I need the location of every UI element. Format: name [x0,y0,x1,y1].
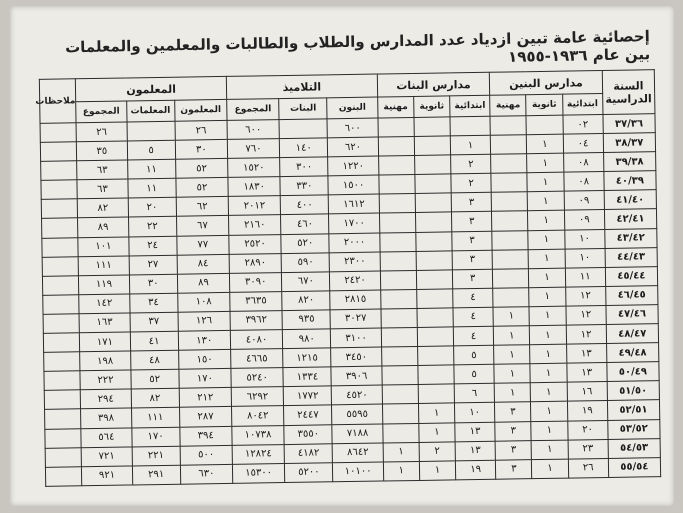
table-cell: ٥ [454,345,494,365]
table-cell: ١ [418,403,454,423]
table-cell: ١٤٠ [280,138,329,158]
table-cell: ١ [530,363,566,383]
table-cell: ١ [419,422,455,442]
table-cell: ٧٢١ [81,447,132,467]
table-cell: ٣٣٠ [280,176,329,196]
table-cell [492,230,528,250]
table-cell [44,371,81,391]
table-cell: ١ [527,153,563,173]
table-cell: ٩٢١ [82,466,133,486]
table-cell: ٢١٦٠ [228,215,281,235]
table-cell: ٢ [451,154,491,174]
table-cell: ٣٥٥٠ [284,424,333,444]
table-cell: ٣ [452,231,492,251]
table-cell: ٥٢ [176,178,229,198]
table-cell: ١٣ [566,344,606,364]
table-cell: ٤ [453,326,493,346]
table-cell: ٤١٨٢ [284,443,333,463]
table-cell [417,289,453,309]
subheader-students-boys: البنون [327,97,378,119]
table-cell [380,289,416,309]
year-cell: ٤٣/٤٢ [605,228,658,248]
subheader-teachers-total: المجموع [76,101,127,123]
table-cell: ٣١٠٠ [331,328,382,348]
table-cell: ١٢ [565,286,605,306]
table-cell: ٣٠ [129,274,178,294]
table-cell [414,136,450,156]
table-cell: ٢٠٠٠ [329,233,380,253]
table-cell: ٦٠٠ [327,118,378,138]
table-cell: ١ [527,134,563,154]
header-notes: ملاحظات [39,79,76,124]
table-cell: ٥٢٠٠ [285,462,334,482]
table-cell [382,404,418,424]
table-cell: ٢٢ [128,217,177,237]
table-cell: ١ [531,440,567,460]
table-cell [43,295,80,315]
table-cell: ٣٠٩٠ [229,272,282,292]
table-cell: ١٢٨٢٤ [232,444,285,464]
table-cell [414,155,450,175]
table-cell: ١١٩ [79,275,130,295]
table-cell [417,346,453,366]
table-cell [42,218,79,238]
table-cell: ١ [450,135,490,155]
year-cell: ٤١/٤٠ [604,190,657,210]
table-cell [43,314,80,334]
table-cell: ٢٢١ [132,446,181,466]
table-cell [44,352,81,372]
subheader-students-total: المجموع [227,99,280,121]
table-cell: ٢٨١٥ [330,290,381,310]
document-sheet [10,6,674,506]
year-cell: ٣٩/٣٨ [603,152,656,172]
table-cell: ٦٣ [77,179,128,199]
table-cell: ١ [531,402,567,422]
table-cell: ١ [529,287,565,307]
table-cell: ٦٧٠ [282,272,331,292]
table-cell: ١ [532,459,568,479]
table-cell [491,192,527,212]
table-cell: ٣ [495,440,531,460]
table-cell: ٧٦٠ [227,139,280,159]
table-cell [42,237,79,257]
year-cell: ٤٩/٤٨ [606,343,659,363]
table-cell [417,327,453,347]
table-cell: ٥٩٠ [281,252,330,272]
table-cell: ١٧٠٠ [329,214,380,234]
table-cell: ٦٧ [176,216,229,236]
table-cell: ١٠٧٣٨ [232,425,285,445]
table-cell: ٠٢ [563,115,603,135]
subheader-girls-primary: ابتدائية [450,95,491,117]
table-cell: ٨٤ [177,254,230,274]
table-cell: ١٥٠ [178,350,231,370]
table-cell [45,466,82,486]
table-cell: ٢٦ [175,120,228,140]
year-cell: ٥٤/٥٣ [608,438,661,458]
table-cell: ٨٢ [131,389,180,409]
table-cell: ٦٢ [176,197,229,217]
table-cell: ٣٦٣٥ [230,291,283,311]
subheader-girls-secondary: ثانوية [414,96,450,118]
table-cell: ١ [529,268,565,288]
subheader-male-teachers: المعلمون [174,99,227,121]
table-cell: ٢٨٧ [179,407,232,427]
table-cell: ٧٧ [177,235,230,255]
table-cell: ٦ [454,384,494,404]
table-cell: ٦٢٠ [328,137,379,157]
table-cell: ٣ [495,402,531,422]
table-cell [492,249,528,269]
table-cell [418,365,454,385]
table-cell: ٤٠٠ [280,195,329,215]
table-cell: ٥٦٤ [81,427,132,447]
table-cell [417,308,453,328]
table-cell [382,366,418,386]
year-cell: ٤٠/٣٩ [604,171,657,191]
table-cell: ١٢٢٠ [328,156,379,176]
table-cell: ١ [494,364,530,384]
table-cell: ١٢١٥ [283,348,332,368]
table-cell: ٤٠٨٠ [230,330,283,350]
table-cell: ٤١ [130,331,179,351]
table-cell [44,390,81,410]
table-cell: ٤٨ [130,350,179,370]
table-cell: ٥٢ [130,369,179,389]
table-cell: ١٠١٠٠ [333,462,384,482]
table-cell: ١ [527,172,563,192]
table-cell: ٢٣ [568,439,608,459]
table-cell [450,116,490,136]
table-cell [40,123,77,143]
table-cell: ١٥٠٠ [328,175,379,195]
table-cell: ٠٨ [563,153,603,173]
statistics-table [35,69,661,487]
table-cell [493,268,529,288]
table-cell: ١ [494,326,530,346]
table-cell: ٣٩٦٢ [230,311,283,331]
table-cell: ٠٩ [564,191,604,211]
table-cell: ١ [528,249,564,269]
table-cell: ١٤٢ [79,294,130,314]
table-cell [42,276,79,296]
table-cell: ١٣٣٤ [283,367,332,387]
year-cell: ٥٣/٥٢ [608,419,661,439]
document-title: إحصائية عامة تبين ازدياد عدد المدارس والطلاب والطالبات والمعلمين والمعلمات بين عام ١٩٣٦-١٩٥٥ [64,27,651,66]
table-cell [416,270,452,290]
table-cell [492,211,528,231]
table-cell: ٥٢ [175,159,228,179]
table-cell: ١ [530,344,566,364]
year-cell: ٥١/٥٠ [607,381,660,401]
subheader-students-girls: البنات [279,98,328,120]
header-girls-schools: مدارس البنات [377,72,490,97]
table-body [40,114,661,487]
year-cell: ٣٨/٣٧ [603,133,656,153]
table-cell: ١ [383,461,419,481]
table-cell: ٥ [454,364,494,384]
table-cell: ٨٢ [78,198,129,218]
table-cell [379,213,415,233]
table-cell: ٠٩ [564,210,604,230]
table-cell: ١٧٠ [179,369,232,389]
year-cell: ٤٥/٤٤ [605,266,658,286]
subheader-female-teachers: المعلمات [126,100,175,122]
table-cell: ٩٨٠ [283,329,332,349]
statistics-table-wrapper [35,69,661,487]
table-cell [416,231,452,251]
table-cell: ١٧٠ [131,427,180,447]
table-cell [378,156,414,176]
table-cell [379,194,415,214]
table-cell: ١٠١ [78,237,129,257]
table-cell: ٣٥ [77,141,128,161]
header-year: السنة الدراسية [602,70,655,115]
table-cell: ٤٦٠ [281,214,330,234]
table-cell [382,423,418,443]
table-cell: ١٠٨ [177,292,230,312]
table-cell: ١١١ [78,256,129,276]
table-cell [41,161,78,181]
table-cell [45,428,82,448]
table-cell: ٦٣ [77,160,128,180]
table-cell [43,333,80,353]
table-cell [414,117,450,137]
table-cell [415,212,451,232]
table-cell: ١ [494,383,530,403]
table-cell: ١٥٣٠٠ [232,463,285,483]
table-cell: ١١ [127,159,176,179]
table-cell: ٢٦ [568,458,608,478]
table-cell: ٢٠ [128,198,177,218]
table-cell: ٥٢٠ [281,233,330,253]
table-cell [490,116,526,136]
table-cell: ١٠ [455,403,495,423]
table-cell [491,154,527,174]
table-cell: ٥٥٩٥ [332,404,383,424]
table-cell: ١ [528,230,564,250]
table-cell: ١١ [127,179,176,199]
table-cell: ٢٤ [128,236,177,256]
table-cell: ٣ [495,421,531,441]
table-cell [379,175,415,195]
table-cell [380,251,416,271]
table-cell: ١٢ [566,305,606,325]
subheader-boys-secondary: ثانوية [526,94,562,116]
table-cell: ٢٨٩٠ [229,253,282,273]
table-cell [415,193,451,213]
table-cell: ١ [529,306,565,326]
table-cell [491,135,527,155]
table-cell: ١٠ [565,248,605,268]
table-cell: ١٩ [567,401,607,421]
table-cell: ٢٣٠٠ [330,252,381,272]
table-cell [381,327,417,347]
table-cell: ١ [419,461,455,481]
table-cell: ٧١٨٨ [332,424,383,444]
table-cell: ١ [383,442,419,462]
table-cell: ٨٠٤٢ [231,406,284,426]
table-cell: ٣٧ [130,312,179,332]
table-cell [45,447,82,467]
table-cell: ١٧١ [80,332,131,352]
table-cell: ٣٠٢٧ [330,309,381,329]
table-cell [378,117,414,137]
table-cell: ٢٠ [567,420,607,440]
table-cell: ٢٩١ [132,465,181,485]
year-cell: ٥٠/٤٩ [607,362,660,382]
year-cell: ٥٢/٥١ [607,400,660,420]
table-cell: ١ [530,325,566,345]
table-cell: ١٢ [566,325,606,345]
table-cell: ٥٠٠ [180,445,233,465]
table-cell: ٣ [496,459,532,479]
table-cell: ٣٠ [175,140,228,160]
table-cell: ٢٢٢ [80,370,131,390]
table-cell [279,119,328,139]
table-cell: ١٣ [455,441,495,461]
table-cell [526,115,562,135]
table-cell: ٤٦٦٥ [231,349,284,369]
table-cell: ٢ [419,441,455,461]
table-cell: ٢١٢ [179,388,232,408]
table-cell: ٢٦ [76,122,127,142]
table-cell [382,385,418,405]
table-cell: ١٠ [564,229,604,249]
table-cell [41,180,78,200]
table-cell: ٣ [452,269,492,289]
subheader-boys-primary: ابتدائية [562,94,603,116]
table-cell: ١ [531,421,567,441]
table-cell: ٨٦٤٢ [333,443,384,463]
year-cell: ٥٥/٥٤ [608,457,661,477]
header-teachers: المعلمون [76,76,227,101]
table-cell: ١ [531,382,567,402]
year-cell: ٤٨/٤٧ [606,324,659,344]
table-cell: ١٨٣٠ [228,177,281,197]
table-cell [45,409,82,429]
table-cell [42,256,79,276]
table-cell: ٣٠٠ [280,157,329,177]
table-cell: ١ [528,211,564,231]
table-cell [418,384,454,404]
table-cell: ٩٣٥ [282,310,331,330]
table-cell: ٣٤٥٠ [331,347,382,367]
table-cell: ٢٥٢٠ [229,234,282,254]
table-cell: ١٦٣ [79,313,130,333]
table-cell: ٣ [452,250,492,270]
subheader-boys-vocational: مهنية [490,95,527,117]
table-cell [493,288,529,308]
table-cell: ٦٢٩٢ [231,387,284,407]
year-cell: ٤٤/٤٣ [605,247,658,267]
table-cell: ٣٩٤ [180,426,233,446]
year-cell: ٤٦/٤٥ [605,286,658,306]
table-cell: ٨٩ [177,273,230,293]
year-cell: ٣٧/٣٦ [603,114,656,134]
table-cell: ١ [494,345,530,365]
table-cell: ٢٤٤٧ [284,405,333,425]
subheader-girls-vocational: مهنية [377,96,414,118]
table-cell [41,199,78,219]
table-cell: ١٢٦ [178,311,231,331]
header-boys-schools: مدارس البنين [490,71,603,96]
table-cell: ٥ [127,140,176,160]
table-cell: ٤٥٢٠ [332,385,383,405]
table-cell: ١٩ [455,460,495,480]
table-cell [415,174,451,194]
table-cell [381,308,417,328]
year-cell: ٤٢/٤١ [604,209,657,229]
table-cell: ٠٨ [563,172,603,192]
table-cell: ٢٩٤ [81,389,132,409]
table-cell: ٥٢٤٠ [231,368,284,388]
table-cell: ٣٩٨ [81,408,132,428]
table-cell: ٣٤ [129,293,178,313]
table-cell [491,173,527,193]
table-cell: ٤ [453,307,493,327]
table-cell: ٣ [451,193,491,213]
table-cell: ١٣ [566,363,606,383]
header-students: التلاميذ [226,74,377,99]
table-cell: ١١ [565,267,605,287]
table-cell: ٢٤٢٠ [330,271,381,291]
table-cell: ١٩٨ [80,351,131,371]
table-cell [127,121,176,141]
table-cell: ١ [493,307,529,327]
table-cell [379,232,415,252]
table-cell: ٤ [453,288,493,308]
table-cell: ١٥٢٠ [228,158,281,178]
table-cell [380,270,416,290]
table-cell: ٢٠١٢ [228,196,281,216]
table-cell: ١ [528,192,564,212]
table-cell: ٣٩٠٦ [331,366,382,386]
table-cell: ١٦١٢ [329,194,380,214]
table-cell: ٢ [451,174,491,194]
table-cell: ٠٤ [563,134,603,154]
table-cell [416,251,452,271]
table-cell: ٦٠٠ [227,120,280,140]
table-cell: ١٦ [567,382,607,402]
year-cell: ٤٧/٤٦ [606,305,659,325]
table-cell [378,137,414,157]
table-cell: ١٧٧٢ [283,386,332,406]
table-cell: ٢٧ [129,255,178,275]
table-cell [381,347,417,367]
table-cell: ٦٣٠ [180,464,233,484]
table-cell: ٣ [452,212,492,232]
table-cell [40,142,77,162]
table-cell: ٨٢٠ [282,291,331,311]
table-cell: ١١١ [131,408,180,428]
table-cell: ١٣ [455,422,495,442]
table-cell: ٨٩ [78,217,129,237]
table-cell: ١٣٠ [178,330,231,350]
